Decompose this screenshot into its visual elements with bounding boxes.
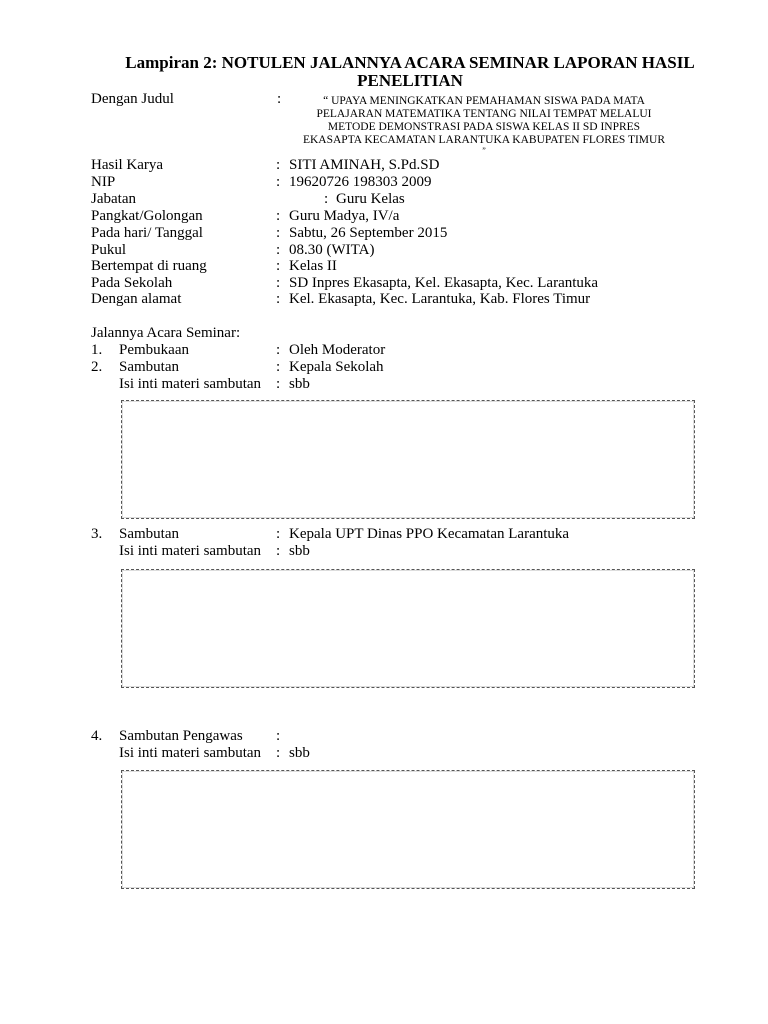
agenda-item-colon: : (276, 342, 281, 358)
field-colon: : (276, 258, 281, 274)
field-value: Guru Kelas (336, 191, 405, 207)
field-colon: : (276, 275, 281, 291)
agenda-item-label: Sambutan (119, 359, 179, 375)
agenda-sub-value: sbb (289, 543, 310, 559)
field-value: SITI AMINAH, S.Pd.SD (289, 157, 440, 173)
agenda-item-number: 4. (91, 728, 103, 744)
field-colon: : (276, 242, 281, 258)
agenda-item-number: 1. (91, 342, 103, 358)
agenda-item-label: Pembukaan (119, 342, 189, 358)
field-value: Kelas II (289, 258, 337, 274)
document-title (60, 54, 760, 90)
agenda-sub-value: sbb (289, 745, 310, 761)
field-colon: : (276, 291, 281, 307)
agenda-sub-label: Isi inti materi sambutan (119, 745, 262, 761)
judul-line: PELAJARAN MATEMATIKA TENTANG NILAI TEMPAT MELALUI (316, 108, 652, 120)
judul-line: EKASAPTA KECAMATAN LARANTUKA KABUPATEN FLORES TIMUR (302, 134, 666, 146)
field-label: Jabatan (91, 191, 136, 207)
field-label: Bertempat di ruang (91, 258, 207, 274)
field-value: Guru Madya, IV/a (289, 208, 400, 224)
agenda-sub-label: Isi inti materi sambutan (119, 543, 262, 559)
field-label: NIP (91, 174, 116, 190)
agenda-item-label: Sambutan (119, 526, 179, 542)
field-label: Dengan alamat (91, 291, 182, 307)
agenda-item-number: 2. (91, 359, 103, 375)
field-value: 08.30 (WITA) (289, 242, 375, 258)
judul-line: “ UPAYA MENINGKATKAN PEMAHAMAN SISWA PADA MATA (323, 95, 645, 107)
judul-colon: : (277, 91, 282, 107)
judul-line: METODE DEMONSTRASI PADA SISWA KELAS II SD INPRES (327, 121, 641, 133)
field-colon: : (276, 208, 281, 224)
field-label: Pukul (91, 242, 127, 258)
field-value: Kel. Ekasapta, Kec. Larantuka, Kab. Flores Timur (289, 291, 591, 307)
agenda-item-colon: : (276, 728, 281, 744)
judul-label: Dengan Judul (91, 91, 174, 107)
agenda-item-value: Kepala UPT Dinas PPO Kecamatan Larantuka (289, 526, 570, 542)
field-colon: : (324, 191, 329, 207)
agenda-item-value: Kepala Sekolah (289, 359, 384, 375)
field-colon: : (276, 174, 281, 190)
agenda-heading-text: Jalannya Acara Seminar: (91, 325, 241, 341)
notes-box-3[interactable] (121, 770, 695, 889)
judul-line: ” (482, 146, 486, 155)
agenda-item-label: Sambutan Pengawas (119, 728, 243, 744)
title-line-2: PENELITIAN (357, 71, 463, 90)
field-colon: : (276, 225, 281, 241)
field-label: Pada Sekolah (91, 275, 173, 291)
field-label: Pada hari/ Tanggal (91, 225, 203, 241)
field-value: SD Inpres Ekasapta, Kel. Ekasapta, Kec. Larantuka (289, 275, 599, 291)
title-line-1: Lampiran 2: NOTULEN JALANNYA ACARA SEMINAR LAPORAN HASIL (125, 53, 695, 72)
notes-box-2[interactable] (121, 569, 695, 688)
field-colon: : (276, 157, 281, 173)
agenda-item-number: 3. (91, 526, 103, 542)
notes-box-1[interactable] (121, 400, 695, 519)
agenda-sub-label: Isi inti materi sambutan (119, 376, 262, 392)
agenda-item-value: Oleh Moderator (289, 342, 386, 358)
agenda-sub-colon: : (276, 376, 281, 392)
field-label: Pangkat/Golongan (91, 208, 203, 224)
field-value: 19620726 198303 2009 (289, 174, 432, 190)
agenda-sub-colon: : (276, 745, 281, 761)
judul-text (276, 95, 692, 155)
field-label: Hasil Karya (91, 157, 164, 173)
agenda-sub-colon: : (276, 543, 281, 559)
agenda-item-colon: : (276, 526, 281, 542)
agenda-sub-value: sbb (289, 376, 310, 392)
agenda-item-colon: : (276, 359, 281, 375)
field-value: Sabtu, 26 September 2015 (289, 225, 448, 241)
